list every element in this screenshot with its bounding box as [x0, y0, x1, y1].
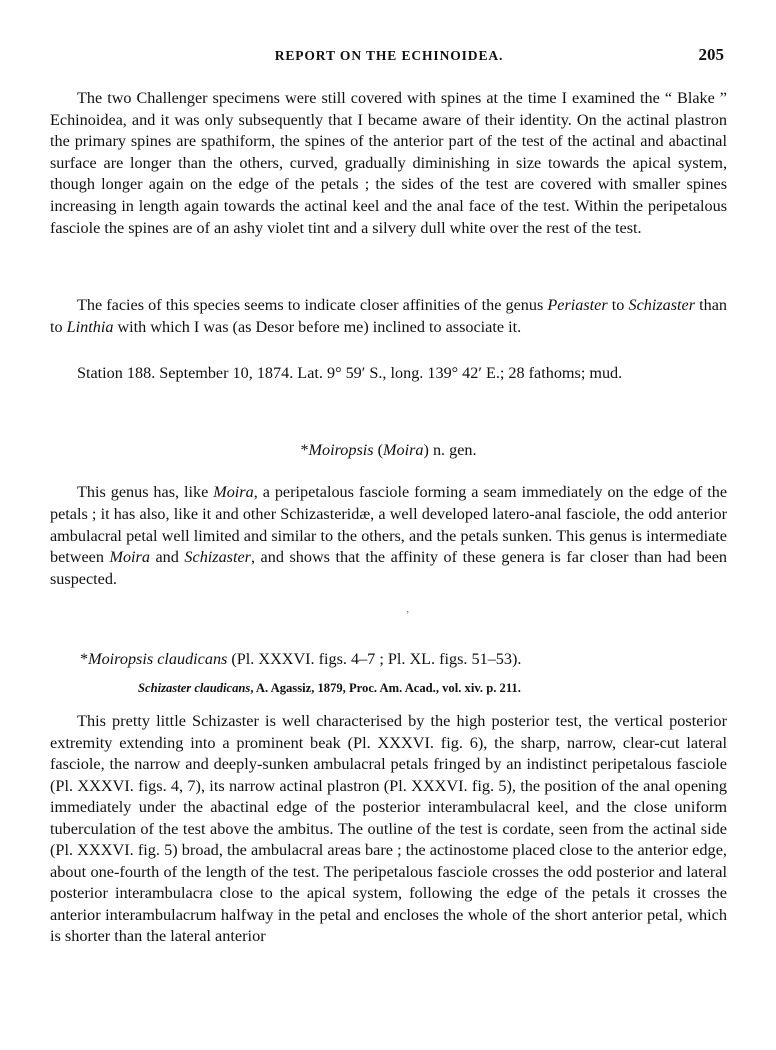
- species-name: Moiropsis claudicans: [88, 650, 228, 668]
- text-run: The facies of this species seems to indicate closer affinities of the genus: [77, 296, 548, 314]
- synonym-name: Schizaster claudicans: [138, 681, 251, 695]
- paragraph-station-record: Station 188. September 10, 1874. Lat. 9° 59′ S., long. 139° 42′ E.; 28 fathoms; mud.: [77, 364, 623, 382]
- genus-name-moira: Moira: [213, 483, 254, 501]
- text-run: This genus has, like: [77, 483, 214, 501]
- paragraph-spines-description: The two Challenger specimens were still covered with spines at the time I examined the “ Blake ” Echinoidea, and it was only subsequently that I became aware of their identity. On the actinal plastron the primary spines are spathiform, the spines of the anterior part of the test of the actinal and abactinal surface are longer than the others, curved, gradually diminishing in size towards the apical system, though longer again on the edge of the petals ; the sides of the test are covered with smaller spines increasing in length again towards the actinal keel and the anal face of the test. Within the peripetalous fasciole the spines are of an ashy violet tint and a silvery dull white over the rest of the test.: [50, 89, 727, 237]
- paragraph-genus-description: [50, 482, 727, 591]
- text-run: , and shows that the affinity of these genera is far closer than had been suspected.: [50, 548, 727, 589]
- genus-name-moira: Moira: [109, 548, 150, 567]
- genus-heading: *Moiropsis (Moira) n. gen.: [300, 441, 477, 459]
- text-run: than to: [50, 296, 728, 336]
- paragraph-facies-affinities: [50, 295, 727, 338]
- species-heading: [80, 650, 521, 669]
- genus-name-schizaster: Schizaster: [184, 548, 251, 567]
- text-run: , a peripetalous fasciole forming a seam immediately on the edge of the petals ; it has also, like it and other Schizasteridæ, a well developed latero-anal fasciole, the odd anterior ambulacral petal well limited and similar to the others, and the petals sunken. This genus is intermediate between: [50, 483, 728, 567]
- heading-suffix: n. gen.: [428, 441, 477, 459]
- stray-print-mark: ʼ: [406, 610, 410, 621]
- paragraph-species-description: This pretty little Schizaster is well characterised by the high posterior test, the vertical posterior extremity extending into a prominent beak (Pl. XXXVI. fig. 6), the sharp, narrow, clear-cut lateral fasciole, the narrow and deeply-sunken ambulacral petals fringed by an indistinct peripetalous fasciole (Pl. XXXVI. figs. 4, 7), its narrow actinal plastron (Pl. XXXVI. fig. 5), the position of the anal opening immediately under the abactinal edge of the posterior interambulacral keel, and the close uniform tuberculation of the test above the ambitus. The outline of the test is cordate, seen from the actinal side (Pl. XXXVI. fig. 5) broad, the ambulacral areas bare ; the actinostome placed close to the anterior edge, about one-fourth of the length of the test. The peripetalous fasciole crosses the odd posterior and lateral posterior interambulacra close to the apical system, following the edge of the petals it crosses the anterior interambulacrum halfway in the petal and encloses the whole of the short anterior petal, which is shorter than the lateral anterior: [50, 711, 727, 945]
- synonym-citation: [138, 681, 521, 696]
- heading-star: *: [80, 650, 89, 668]
- genus-name-moiropsis: Moiropsis: [308, 441, 374, 459]
- text-run: with which I was (as Desor before me) inclined to associate it.: [113, 317, 522, 336]
- genus-name-moira: Moira: [383, 441, 424, 459]
- genus-name-linthia: Linthia: [66, 317, 114, 336]
- plate-references: (Pl. XXXVI. figs. 4–7 ; Pl. XL. figs. 51–53).: [227, 650, 522, 668]
- page-header: [50, 45, 728, 68]
- genus-name-schizaster: Schizaster: [628, 296, 696, 314]
- running-head: REPORT ON THE ECHINOIDEA.: [274, 48, 504, 63]
- text-run: and: [149, 548, 185, 567]
- synonym-reference: , A. Agassiz, 1879, Proc. Am. Acad., vol. xiv. p. 211.: [250, 681, 521, 695]
- heading-star: *: [300, 441, 309, 459]
- text-run: to: [607, 296, 629, 314]
- genus-name-periaster: Periaster: [547, 296, 608, 314]
- page-number: 205: [698, 45, 724, 64]
